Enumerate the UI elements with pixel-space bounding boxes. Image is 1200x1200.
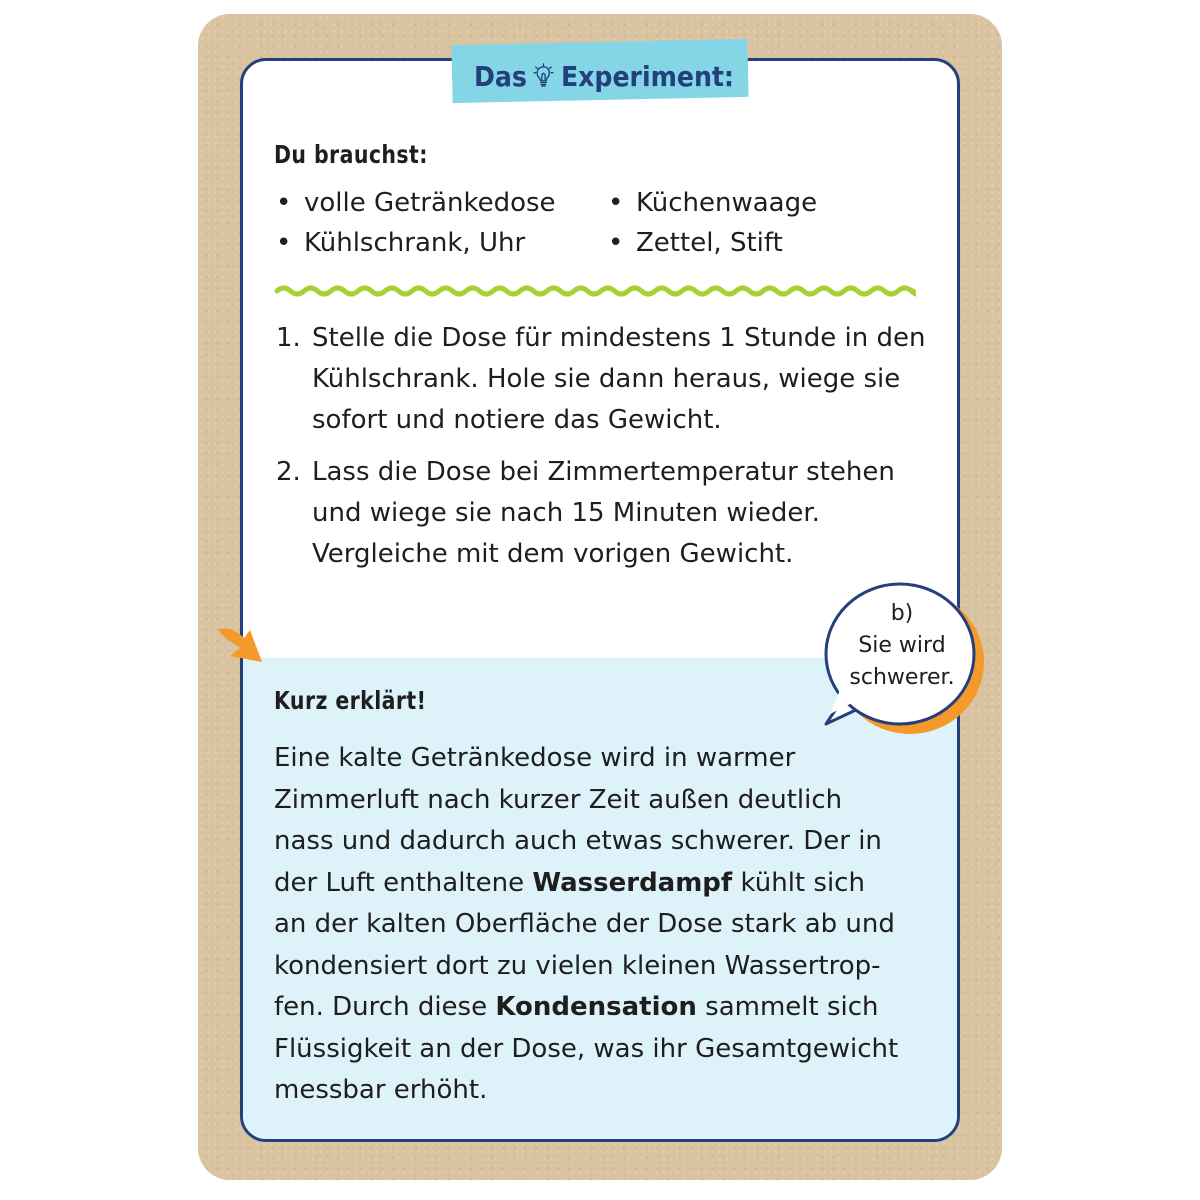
answer-text: [830, 598, 974, 694]
explanation-text: der Luft enthaltene: [274, 867, 533, 898]
step-text: Stelle die Dose für mindestens 1 Stunde in den Kühlschrank. Hole sie dann heraus, wiege sie sofort und notiere das Gewicht.: [312, 323, 926, 435]
title-banner-text: [474, 52, 734, 100]
lightbulb-icon: [533, 53, 555, 99]
banner-word-experiment: Experiment:: [560, 59, 734, 93]
material-item: • Zettel, Stift: [608, 228, 783, 258]
banner-word-das: Das: [474, 59, 527, 93]
bold-term: Kondensation: [495, 992, 697, 1022]
explanation-line: [274, 987, 944, 1029]
explanation-line: Flüssigkeit an der Dose, was ihr Gesamtgewicht: [274, 1033, 899, 1064]
explanation-line: Eine kalte Getränkedose wird in warmer: [274, 743, 796, 773]
bold-term: Wasserdampf: [532, 867, 733, 898]
explanation-heading: Kurz erklärt!: [274, 686, 427, 715]
step-number: 1.: [276, 323, 301, 353]
wavy-divider: [274, 279, 916, 303]
explanation-line: kondensiert dort zu vielen kleinen Wassertrop-: [274, 950, 881, 981]
explanation-text: fen. Durch diese: [274, 992, 496, 1022]
answer-line: schwerer.: [849, 665, 955, 690]
explanation-line: messbar erhöht.: [274, 1075, 488, 1105]
explanation-line: Zimmerluft nach kurzer Zeit außen deutlich: [274, 784, 843, 815]
explanation-paragraph: [274, 738, 944, 1112]
explanation-line: [274, 863, 944, 905]
explanation-line: an der kalten Oberfläche der Dose stark ab und: [274, 909, 895, 939]
explanation-text: kühlt sich: [732, 867, 865, 898]
explanation-text: sammelt sich: [696, 992, 879, 1022]
materials-heading: Du brauchst:: [274, 140, 428, 169]
material-item: • Kühlschrank, Uhr: [276, 228, 526, 258]
material-item: • Küchenwaage: [608, 188, 818, 218]
material-item: • volle Getränkedose: [276, 188, 556, 218]
answer-letter: b): [890, 601, 914, 626]
step-text: Lass die Dose bei Zimmertemperatur stehen und wiege sie nach 15 Minuten wieder. Vergleiche mit dem vorigen Gewicht.: [312, 457, 895, 569]
answer-line: Sie wird: [858, 633, 946, 658]
explanation-line: nass und dadurch auch etwas schwerer. Der in: [274, 826, 882, 856]
step-number: 2.: [276, 457, 301, 487]
arrow-icon: [214, 616, 284, 676]
